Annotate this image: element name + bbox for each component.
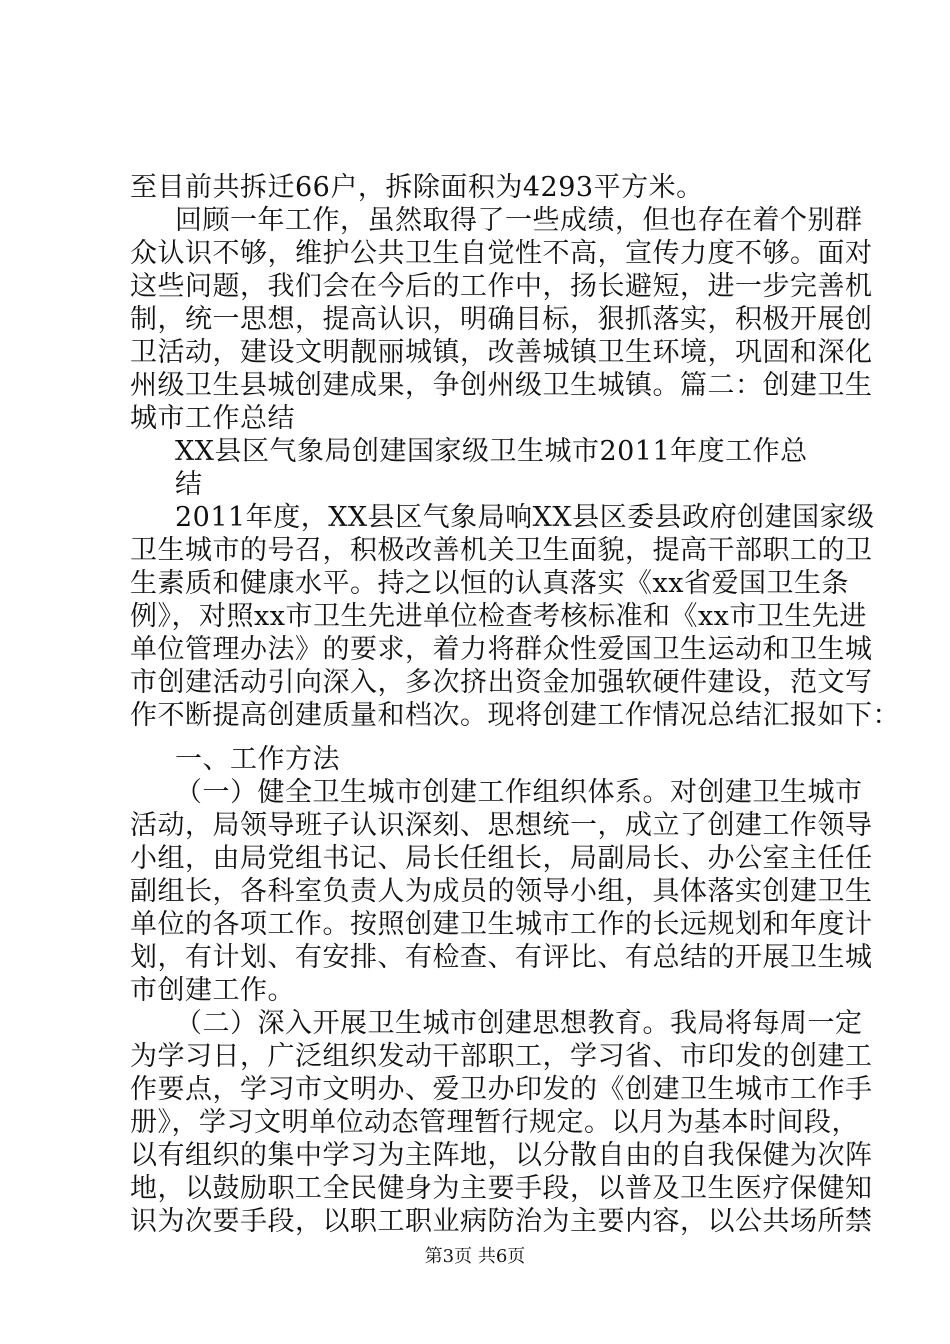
text-line: 城市工作总结 bbox=[130, 403, 295, 434]
text-line: 单位的各项工作。按照创建卫生城市工作的长远规划和年度计 bbox=[130, 909, 873, 940]
page-number-footer: 第3页 共6页 bbox=[424, 1246, 526, 1267]
section-heading: 一、工作方法 bbox=[175, 744, 340, 775]
text-line: 为学习日，广泛组织发动干部职工，学习省、市印发的创建工 bbox=[130, 1041, 873, 1072]
text-line: 州级卫生县城创建成果，争创州级卫生城镇。篇二：创建卫生 bbox=[130, 370, 873, 401]
text-line: 众认识不够，维护公共卫生自觉性不高，宣传力度不够。面对 bbox=[130, 238, 873, 269]
text-line: 作要点，学习市文明办、爱卫办印发的《创建卫生城市工作手 bbox=[130, 1074, 873, 1105]
text-line: 地，以鼓励职工全民健身为主要手段，以普及卫生医疗保健知 bbox=[130, 1173, 873, 1204]
text-line: 市创建活动引向深入，多次挤出资金加强软硬件建设，范文写 bbox=[130, 667, 873, 698]
text-line: 册》，学习文明单位动态管理暂行规定。以月为基本时间段， bbox=[130, 1107, 859, 1138]
text-line: 识为次要手段，以职工职业病防治为主要内容，以公共场所禁 bbox=[130, 1206, 873, 1237]
text-line: 以有组织的集中学习为主阵地，以分散自由的自我保健为次阵 bbox=[130, 1140, 873, 1171]
text-line: 活动，局领导班子认识深刻、思想统一，成立了创建工作领导 bbox=[130, 810, 873, 841]
text-line: 卫活动，建设文明靓丽城镇，改善城镇卫生环境，巩固和深化 bbox=[130, 337, 873, 368]
text-line: 划，有计划、有安排、有检查、有评比、有总结的开展卫生城 bbox=[130, 942, 873, 973]
document-heading-line: 结 bbox=[175, 469, 203, 500]
text-line: 制，统一思想，提高认识，明确目标，狠抓落实，积极开展创 bbox=[130, 304, 873, 335]
text-line: 作不断提高创建质量和档次。现将创建工作情况总结汇报如下： bbox=[130, 700, 900, 731]
text-line: 这些问题，我们会在今后的工作中，扬长避短，进一步完善机 bbox=[130, 271, 873, 302]
text-line: （二）深入开展卫生城市创建思想教育。我局将每周一定 bbox=[175, 1008, 863, 1039]
text-line: 单位管理办法》的要求，着力将群众性爱国卫生运动和卫生城 bbox=[130, 634, 873, 665]
text-line: 生素质和健康水平。持之以恒的认真落实《xx省爱国卫生条 bbox=[130, 568, 849, 599]
text-line: （一）健全卫生城市创建工作组织体系。对创建卫生城市 bbox=[175, 777, 863, 808]
document-heading-line: XX县区气象局创建国家级卫生城市2011年度工作总 bbox=[175, 436, 808, 467]
text-line: 卫生城市的号召，积极改善机关卫生面貌，提高干部职工的卫 bbox=[130, 535, 873, 566]
text-line: 回顾一年工作，虽然取得了一些成绩，但也存在着个别群 bbox=[175, 205, 863, 236]
text-line: 2011年度，XX县区气象局响XX县区委县政府创建国家级 bbox=[175, 502, 875, 533]
text-line: 小组，由局党组书记、局长任组长，局副局长、办公室主任任 bbox=[130, 843, 873, 874]
text-line: 副组长，各科室负责人为成员的领导小组，具体落实创建卫生 bbox=[130, 876, 873, 907]
text-line: 至目前共拆迁66户，拆除面积为4293平方米。 bbox=[130, 172, 704, 203]
text-line: 例》，对照xx市卫生先进单位检查考核标准和《xx市卫生先进 bbox=[130, 601, 867, 632]
text-line: 市创建工作。 bbox=[130, 975, 295, 1006]
